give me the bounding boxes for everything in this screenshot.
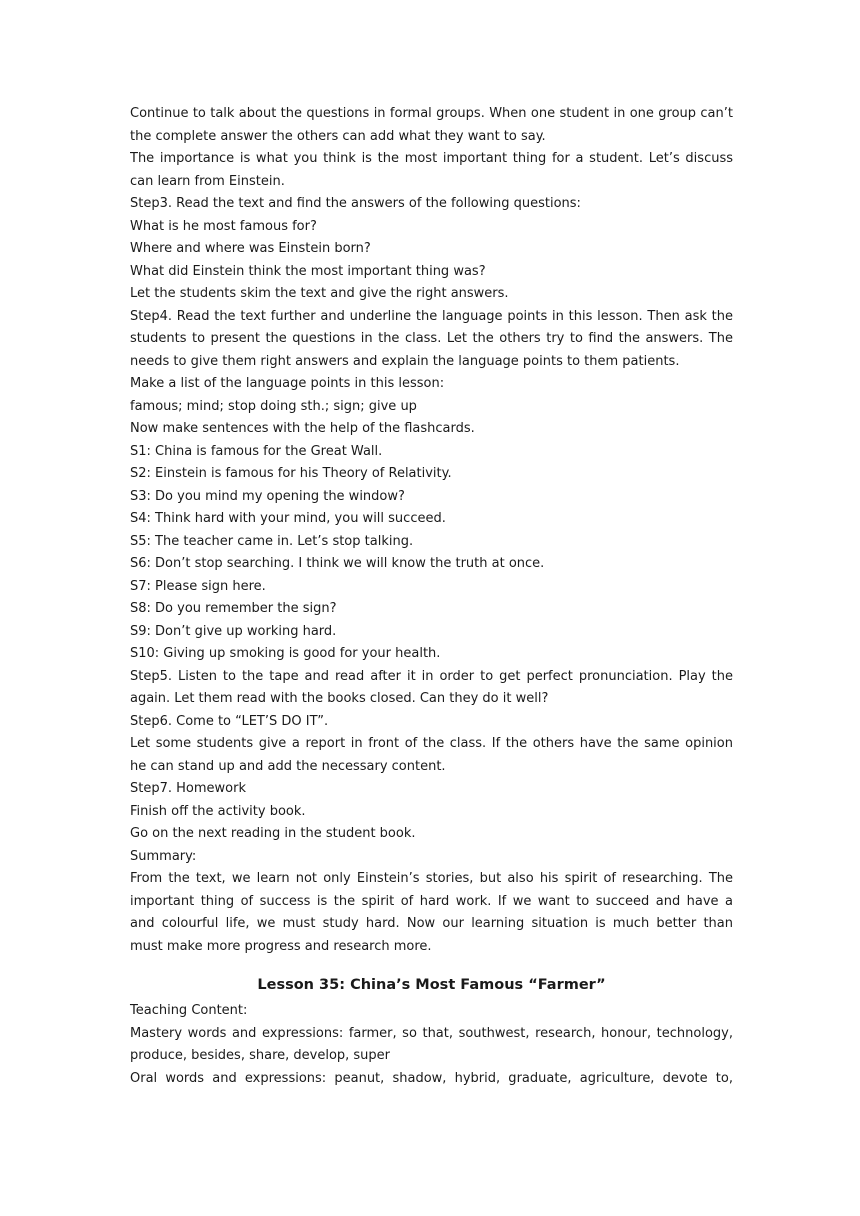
text-line: Summary: bbox=[130, 848, 197, 864]
text-line: Step4. Read the text further and underline the language points in this lesson. Then ask the bbox=[130, 308, 733, 324]
text-line: The importance is what you think is the most important thing for a student. Let’s discuss bbox=[130, 151, 733, 166]
text-line: famous; mind; stop doing sth.; sign; give up bbox=[130, 398, 417, 414]
text-line: again. Let them read with the books closed. Can they do it well? bbox=[130, 691, 549, 706]
text-line: can learn from Einstein. bbox=[130, 173, 285, 189]
text-line: Make a list of the language points in this lesson: bbox=[130, 376, 445, 391]
text-line: Step6. Come to “LET’S DO IT”. bbox=[130, 713, 329, 729]
document-body bbox=[130, 103, 733, 1090]
text-line: Teaching Content: bbox=[130, 1003, 248, 1018]
text-line: Oral words and expressions: peanut, shadow, hybrid, graduate, agriculture, devote to, bbox=[130, 1070, 733, 1086]
text-line: S9: Don’t give up working hard. bbox=[130, 623, 337, 639]
text-line: he can stand up and add the necessary content. bbox=[130, 758, 446, 774]
text-line: S6: Don’t stop searching. I think we will know the truth at once. bbox=[130, 556, 545, 571]
text-line: produce, besides, share, develop, super bbox=[130, 1048, 391, 1063]
lesson-heading: Lesson 35: China’s Most Famous “Farmer” bbox=[257, 977, 606, 993]
text-line: S3: Do you mind my opening the window? bbox=[130, 488, 405, 504]
text-line: Now make sentences with the help of the flashcards. bbox=[130, 421, 475, 436]
text-line: S7: Please sign here. bbox=[130, 578, 266, 594]
text-line: S5: The teacher came in. Let’s stop talking. bbox=[130, 533, 414, 549]
text-line: Where and where was Einstein born? bbox=[130, 241, 371, 256]
text-line: students to present the questions in the class. Let the others try to find the answers. The bbox=[130, 331, 733, 346]
text-line: Go on the next reading in the student book. bbox=[130, 826, 416, 841]
text-line: and colourful life, we must study hard. Now our learning situation is much better than bbox=[130, 916, 733, 931]
text-line: Continue to talk about the questions in formal groups. When one student in one group can’t bbox=[130, 106, 733, 121]
text-line: S10: Giving up smoking is good for your health. bbox=[130, 646, 441, 661]
text-line: What did Einstein think the most important thing was? bbox=[130, 263, 486, 279]
text-line: S1: China is famous for the Great Wall. bbox=[130, 443, 383, 459]
text-line: Let the students skim the text and give the right answers. bbox=[130, 286, 509, 301]
text-line: Step3. Read the text and find the answers of the following questions: bbox=[130, 196, 581, 211]
text-line: S4: Think hard with your mind, you will succeed. bbox=[130, 511, 446, 526]
text-line: Mastery words and expressions: farmer, so that, southwest, research, honour, technology, bbox=[130, 1025, 733, 1041]
text-line: Finish off the activity book. bbox=[130, 803, 306, 819]
text-line: S2: Einstein is famous for his Theory of Relativity. bbox=[130, 466, 452, 481]
text-line: must make more progress and research more. bbox=[130, 938, 432, 954]
text-line: the complete answer the others can add what they want to say. bbox=[130, 128, 546, 144]
text-line: S8: Do you remember the sign? bbox=[130, 601, 337, 616]
text-line: Step7. Homework bbox=[130, 781, 246, 796]
text-line: important thing of success is the spirit of hard work. If we want to succeed and have a bbox=[130, 893, 733, 909]
text-line: What is he most famous for? bbox=[130, 218, 317, 234]
text-line: Step5. Listen to the tape and read after it in order to get perfect pronunciation. Play the bbox=[130, 668, 733, 684]
text-line: Let some students give a report in front of the class. If the others have the same opinion bbox=[130, 736, 733, 751]
text-line: From the text, we learn not only Einstein’s stories, but also his spirit of researching. The bbox=[130, 871, 733, 886]
text-line: needs to give them right answers and explain the language points to them patients. bbox=[130, 353, 680, 369]
